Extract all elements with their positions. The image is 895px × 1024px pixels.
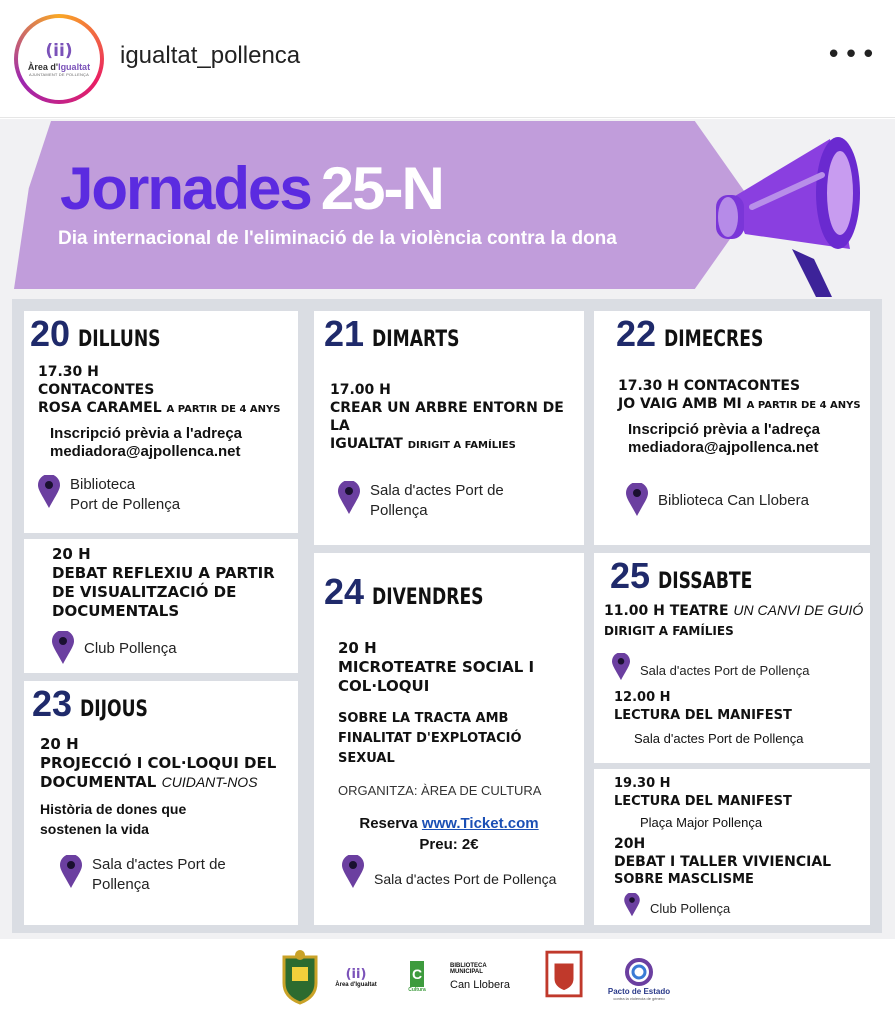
- event-location: [626, 483, 809, 517]
- event-location: [338, 481, 504, 521]
- day-name: DIMECRES: [664, 327, 764, 352]
- event-details: [38, 363, 296, 419]
- event-details: [618, 377, 861, 415]
- registration-label: Inscripció prèvia a l'adreça: [50, 425, 242, 442]
- avatar-logo: [18, 18, 100, 100]
- event-title: MICROTEATRE SOCIAL I: [338, 658, 535, 676]
- event-location: [52, 631, 177, 665]
- igualtat-logo-icon: (ii): [345, 966, 367, 982]
- poster-subtitle: Dia internacional de l'eliminació de la violència contra la dona: [58, 228, 617, 249]
- event-details: [330, 381, 582, 455]
- location-place: Port de Pollença: [70, 496, 181, 513]
- event-title: DE VISUALITZACIÓ DE: [52, 583, 237, 601]
- registration-email[interactable]: mediadora@ajpollenca.net: [50, 443, 241, 460]
- location-name: Sala d'actes Port de Pollença: [640, 663, 810, 678]
- logo-label: Cultura: [408, 987, 426, 993]
- day-header: [616, 313, 791, 355]
- day-header: [610, 555, 779, 597]
- title-jornades: Jornades: [60, 155, 311, 222]
- event-audience: DIRIGIT A FAMÍLIES: [604, 624, 734, 638]
- event-title: DOCUMENTALS: [52, 602, 180, 620]
- event-location: [342, 855, 556, 889]
- map-pin-icon: [612, 653, 630, 681]
- description-line: Història de dones que: [40, 801, 187, 817]
- location-place: Pollença: [92, 876, 150, 893]
- organizer: ORGANITZA: ÀREA DE CULTURA: [338, 783, 542, 798]
- logo-label: MUNICIPAL: [450, 969, 483, 975]
- event-details: [604, 601, 863, 640]
- logo-label: contra la violencia de género: [613, 996, 665, 1001]
- logo-label: BIBLIOTECA: [450, 963, 487, 969]
- event-time: 20 H: [338, 639, 377, 657]
- more-options-icon[interactable]: •••: [826, 40, 879, 70]
- event-title: LECTURA DEL MANIFEST: [614, 794, 792, 809]
- biblioteca-logo: [450, 949, 522, 1005]
- area-igualtat-logo: [328, 949, 384, 1005]
- map-pin-icon: [624, 893, 640, 917]
- day-name: DIJOUS: [80, 697, 148, 722]
- map-pin-icon: [60, 855, 82, 889]
- event-card-25: [594, 553, 870, 763]
- event-title: JO VAIG AMB MI A PARTIR DE 4 ANYS: [618, 396, 861, 412]
- logo-label: Àrea d'Igualtat: [335, 981, 377, 988]
- day-number: 22: [616, 313, 657, 354]
- logo-label: Pacto de Estado: [607, 987, 671, 996]
- megaphone-icon: [700, 129, 880, 299]
- event-title: SOBRE MASCLISME: [614, 872, 754, 887]
- description-line: SOBRE LA TRACTA AMB: [338, 711, 509, 726]
- pacto-circle-icon: [624, 957, 654, 987]
- location-name: Sala d'actes Port de Pollença: [634, 731, 804, 746]
- event-details: [338, 639, 534, 696]
- post-header: [0, 0, 895, 118]
- day-header: [32, 683, 167, 725]
- event-audience: A PARTIR DE 4 ANYS: [746, 400, 861, 411]
- registration-info: [628, 421, 820, 457]
- event-details: [40, 735, 276, 792]
- poster-title: [60, 157, 443, 221]
- events-grid: [12, 299, 882, 933]
- documentary-title: CUIDANT-NOS: [161, 774, 258, 790]
- location-place: Pollença: [370, 502, 428, 519]
- event-title: PROJECCIÓ I COL·LOQUI DEL: [40, 754, 277, 772]
- day-name: DIMARTS: [372, 327, 460, 352]
- event-card-23: [24, 681, 298, 925]
- event-title: CONTACONTES: [38, 382, 155, 398]
- event-audience: A PARTIR DE 4 ANYS: [166, 404, 281, 415]
- event-location: [38, 475, 180, 515]
- title-25n: 25-N: [320, 155, 443, 222]
- day-header: [30, 313, 184, 355]
- username[interactable]: igualtat_pollenca: [120, 42, 301, 69]
- event-title: DEBAT REFLEXIU A PARTIR: [52, 564, 275, 582]
- event-location: [624, 893, 730, 919]
- day-name: DIVENDRES: [372, 585, 484, 610]
- day-number: 24: [324, 571, 365, 612]
- event-title: IGUALTAT DIRIGIT A FAMÍLIES: [330, 436, 516, 452]
- description-line: sostenen la vida: [40, 821, 149, 837]
- avatar-label: Àrea d'Igualtat: [27, 62, 91, 72]
- event-time: 20H: [614, 836, 646, 852]
- event-card-20: [24, 311, 298, 533]
- description-line: SEXUAL: [338, 751, 395, 766]
- cultura-logo: [402, 949, 432, 1005]
- day-header: [324, 571, 515, 613]
- event-title: CREAR UN ARBRE ENTORN DE LA: [330, 400, 564, 434]
- igualtat-logo-icon: (ii): [45, 41, 73, 61]
- event-time: 19.30 H: [614, 776, 671, 791]
- event-title: COL·LOQUI: [338, 677, 430, 695]
- map-pin-icon: [342, 855, 364, 889]
- location-name: Club Pollença: [650, 901, 731, 916]
- registration-info: [50, 425, 242, 461]
- event-title: ROSA CARAMEL A PARTIR DE 4 ANYS: [38, 400, 281, 416]
- event-time: 12.00 H: [614, 690, 671, 705]
- cultura-c-icon: C: [410, 961, 424, 987]
- booking-label: Reserva: [359, 815, 418, 832]
- location-name: Plaça Major Pollença: [640, 815, 763, 830]
- map-pin-icon: [52, 631, 74, 665]
- event-title: DOCUMENTAL CUIDANT-NOS: [40, 773, 258, 791]
- day-number: 23: [32, 683, 73, 724]
- location-name: Sala d'actes Port de: [92, 856, 226, 873]
- event-description: [40, 799, 186, 839]
- event-card-24: [314, 553, 584, 925]
- event-card-22: [594, 311, 870, 545]
- day-number: 25: [610, 555, 651, 596]
- location-name: Biblioteca Can Llobera: [658, 492, 809, 509]
- sponsor-logos: [0, 939, 895, 1024]
- location-name: Club Pollença: [84, 640, 177, 657]
- event-time: 17.00 H: [330, 382, 391, 398]
- event-card-21: [314, 311, 584, 545]
- location-name: Sala d'actes Port de Pollença: [374, 871, 557, 887]
- pollenca-coat-of-arms-icon: [280, 949, 320, 1005]
- description-line: FINALITAT D'EXPLOTACIÓ: [338, 731, 522, 746]
- play-title: UN CANVI DE GUIÓ: [733, 602, 864, 618]
- day-number: 20: [30, 313, 71, 354]
- event-location: [60, 855, 226, 895]
- map-pin-icon: [338, 481, 360, 515]
- ticket-link[interactable]: www.Ticket.com: [421, 815, 539, 832]
- logo-label: Can Llobera: [450, 979, 510, 991]
- registration-email[interactable]: mediadora@ajpollenca.net: [628, 439, 819, 456]
- day-name: DILLUNS: [78, 327, 161, 352]
- map-pin-icon: [38, 475, 60, 509]
- event-time: 20 H: [52, 545, 91, 563]
- event-details: [614, 835, 831, 889]
- event-details: [52, 545, 275, 621]
- map-pin-icon: [626, 483, 648, 517]
- location-name: Sala d'actes Port de: [370, 482, 504, 499]
- post-image: [0, 119, 895, 1024]
- event-time: 20 H: [40, 735, 79, 753]
- event-title: 17.30 H CONTACONTES: [618, 378, 801, 394]
- event-time: 17.30 H: [38, 364, 99, 380]
- event-details: [614, 689, 792, 725]
- event-card-20-debate: [24, 539, 298, 673]
- event-card-25-evening: [594, 769, 870, 925]
- ticket-price: Preu: 2€: [419, 836, 479, 853]
- event-description: [338, 709, 522, 769]
- event-details: [614, 775, 792, 811]
- avatar-sublabel: AJUNTAMENT DE POLLENÇA: [28, 72, 90, 77]
- day-number: 21: [324, 313, 365, 354]
- event-location: [612, 653, 809, 681]
- event-title: LECTURA DEL MANIFEST: [614, 708, 792, 723]
- event-title: 11.00 H TEATRE: [604, 603, 729, 619]
- booking-info: [314, 813, 584, 855]
- pacto-estado-logo: [604, 949, 674, 1009]
- registration-label: Inscripció prèvia a l'adreça: [628, 421, 820, 438]
- day-header: [324, 313, 484, 355]
- event-title: DEBAT I TALLER VIVIENCIAL: [614, 854, 832, 870]
- day-name: DISSABTE: [658, 569, 753, 594]
- location-name: Biblioteca: [70, 476, 136, 493]
- municipal-seal-icon: [544, 949, 584, 999]
- event-audience: DIRIGIT A FAMÍLIES: [407, 440, 516, 451]
- profile-avatar[interactable]: [14, 14, 104, 104]
